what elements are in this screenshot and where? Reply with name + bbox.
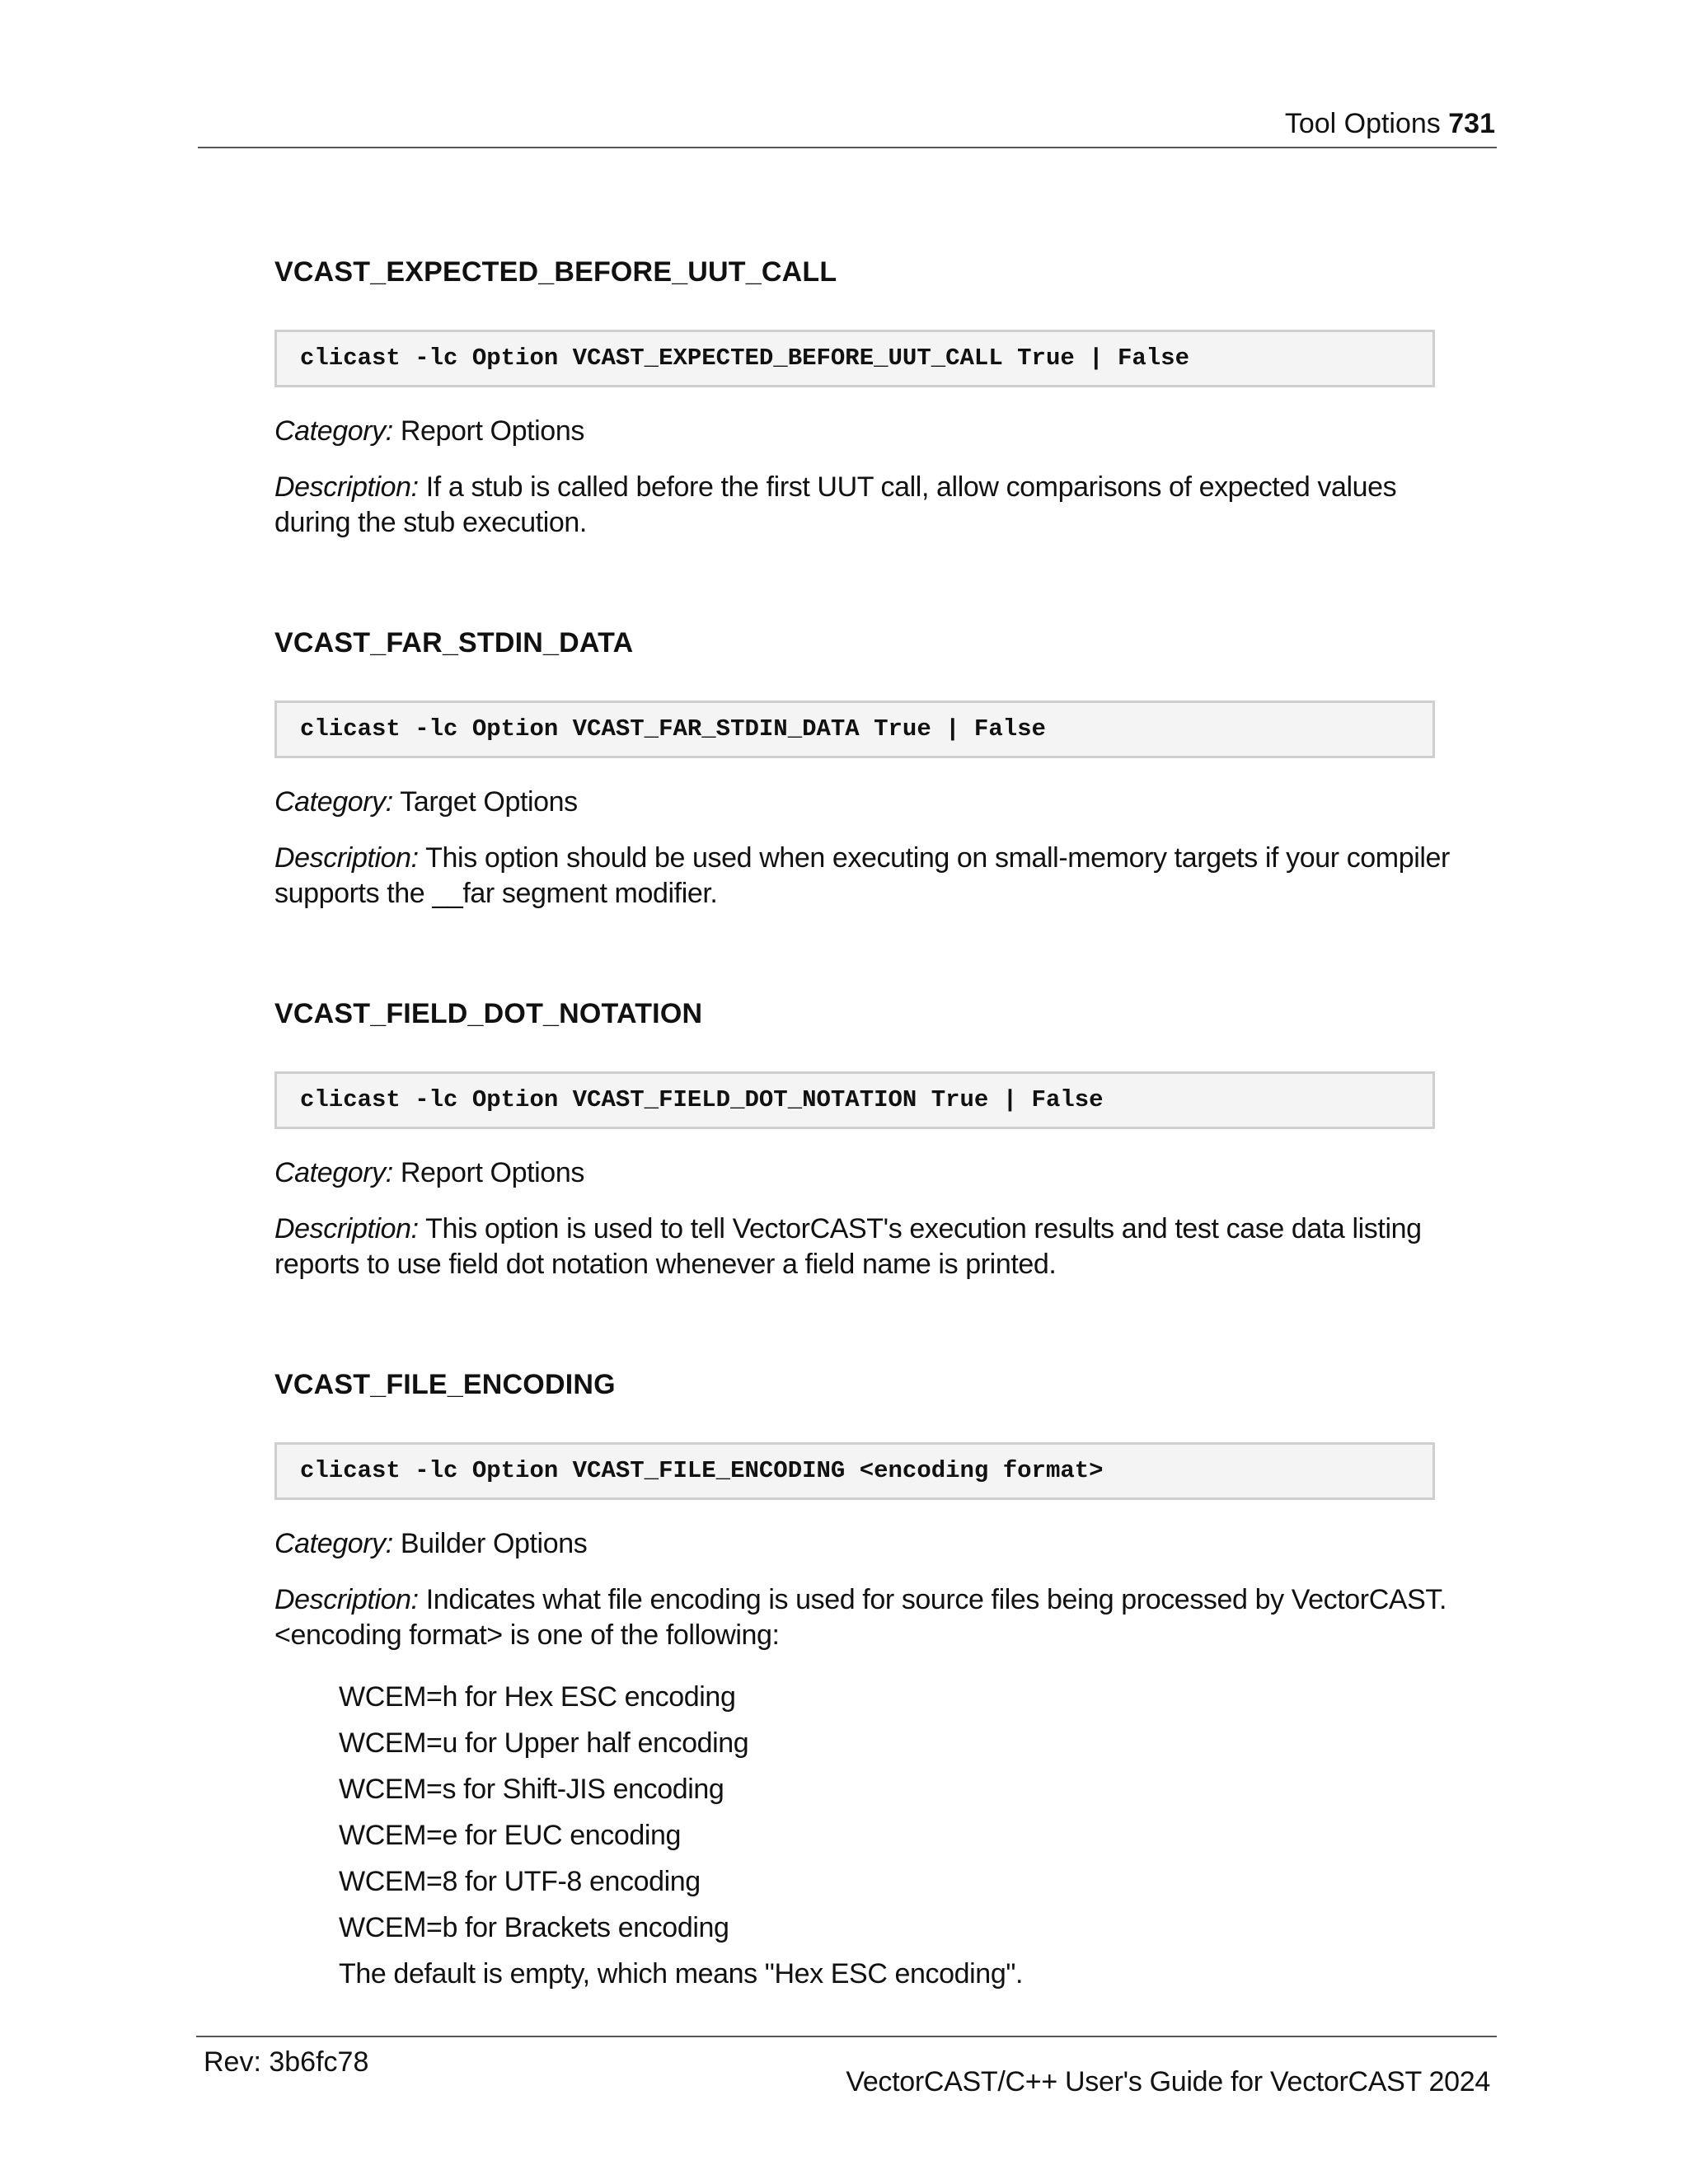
- description-label: Description:: [274, 1213, 419, 1244]
- option-category: [274, 1526, 1470, 1562]
- option-category: [274, 414, 1470, 449]
- description-text: If a stub is called before the first UUT call, allow comparisons of expected values during the stub execution.: [274, 471, 1397, 538]
- command-code-block: clicast -lc Option VCAST_FIELD_DOT_NOTATION True | False: [274, 1071, 1435, 1129]
- category-value: Builder Options: [400, 1528, 588, 1559]
- list-item: WCEM=8 for UTF-8 encoding: [339, 1866, 701, 1897]
- encoding-list: [274, 1674, 1470, 1997]
- description-text: Indicates what file encoding is used for source files being processed by VectorCAST. <encoding format> is one of the following:: [274, 1584, 1447, 1651]
- header-section: Tool Options: [1284, 108, 1441, 139]
- list-item: WCEM=e for EUC encoding: [339, 1820, 682, 1851]
- category-label: Category:: [274, 1528, 393, 1559]
- option-vcast-file-encoding: [274, 1368, 1470, 1997]
- list-item: WCEM=s for Shift-JIS encoding: [339, 1774, 724, 1805]
- page-header: [198, 101, 1497, 148]
- category-value: Target Options: [400, 786, 578, 818]
- description-text: This option should be used when executing on small-memory targets if your compiler supports the __far segment modifier.: [274, 842, 1450, 909]
- guide-title: VectorCAST/C++ User's Guide for VectorCAST 2024: [846, 2066, 1490, 2097]
- description-text: This option is used to tell VectorCAST's execution results and test case data listing reports to use field dot notation whenever a field name is printed.: [274, 1213, 1422, 1280]
- category-label: Category:: [274, 786, 393, 818]
- option-heading: VCAST_FILE_ENCODING: [274, 1369, 616, 1400]
- option-vcast-far-stdin-data: [274, 626, 1470, 912]
- option-category: [274, 785, 1470, 820]
- command-code-block: clicast -lc Option VCAST_EXPECTED_BEFORE_UUT_CALL True | False: [274, 330, 1435, 387]
- description-label: Description:: [274, 1584, 419, 1615]
- list-item: WCEM=u for Upper half encoding: [339, 1727, 749, 1759]
- category-label: Category:: [274, 1157, 393, 1188]
- category-value: Report Options: [400, 1157, 584, 1188]
- page-number: 731: [1448, 108, 1495, 139]
- option-category: [274, 1155, 1470, 1191]
- list-item: WCEM=b for Brackets encoding: [339, 1912, 729, 1943]
- command-code-block: clicast -lc Option VCAST_FILE_ENCODING <encoding format>: [274, 1442, 1435, 1500]
- category-label: Category:: [274, 415, 393, 447]
- option-vcast-field-dot-notation: [274, 997, 1470, 1282]
- option-heading: VCAST_EXPECTED_BEFORE_UUT_CALL: [274, 256, 837, 288]
- description-label: Description:: [274, 471, 419, 503]
- option-description: [274, 470, 1470, 541]
- option-heading: VCAST_FIELD_DOT_NOTATION: [274, 998, 703, 1029]
- list-item: WCEM=h for Hex ESC encoding: [339, 1681, 736, 1713]
- option-heading: VCAST_FAR_STDIN_DATA: [274, 627, 634, 658]
- page-content: [274, 255, 1470, 1997]
- description-label: Description:: [274, 842, 419, 874]
- revision-label: Rev: 3b6fc78: [204, 2046, 369, 2078]
- command-code-block: clicast -lc Option VCAST_FAR_STDIN_DATA True | False: [274, 701, 1435, 758]
- option-description: [274, 1212, 1470, 1282]
- option-vcast-expected-before-uut-call: [274, 255, 1470, 541]
- option-description: [274, 1582, 1470, 1653]
- list-item: The default is empty, which means "Hex ESC encoding".: [339, 1958, 1024, 1990]
- running-header: [1285, 107, 1495, 140]
- page-footer: [196, 2036, 1497, 2097]
- category-value: Report Options: [400, 415, 584, 447]
- option-description: [274, 841, 1470, 912]
